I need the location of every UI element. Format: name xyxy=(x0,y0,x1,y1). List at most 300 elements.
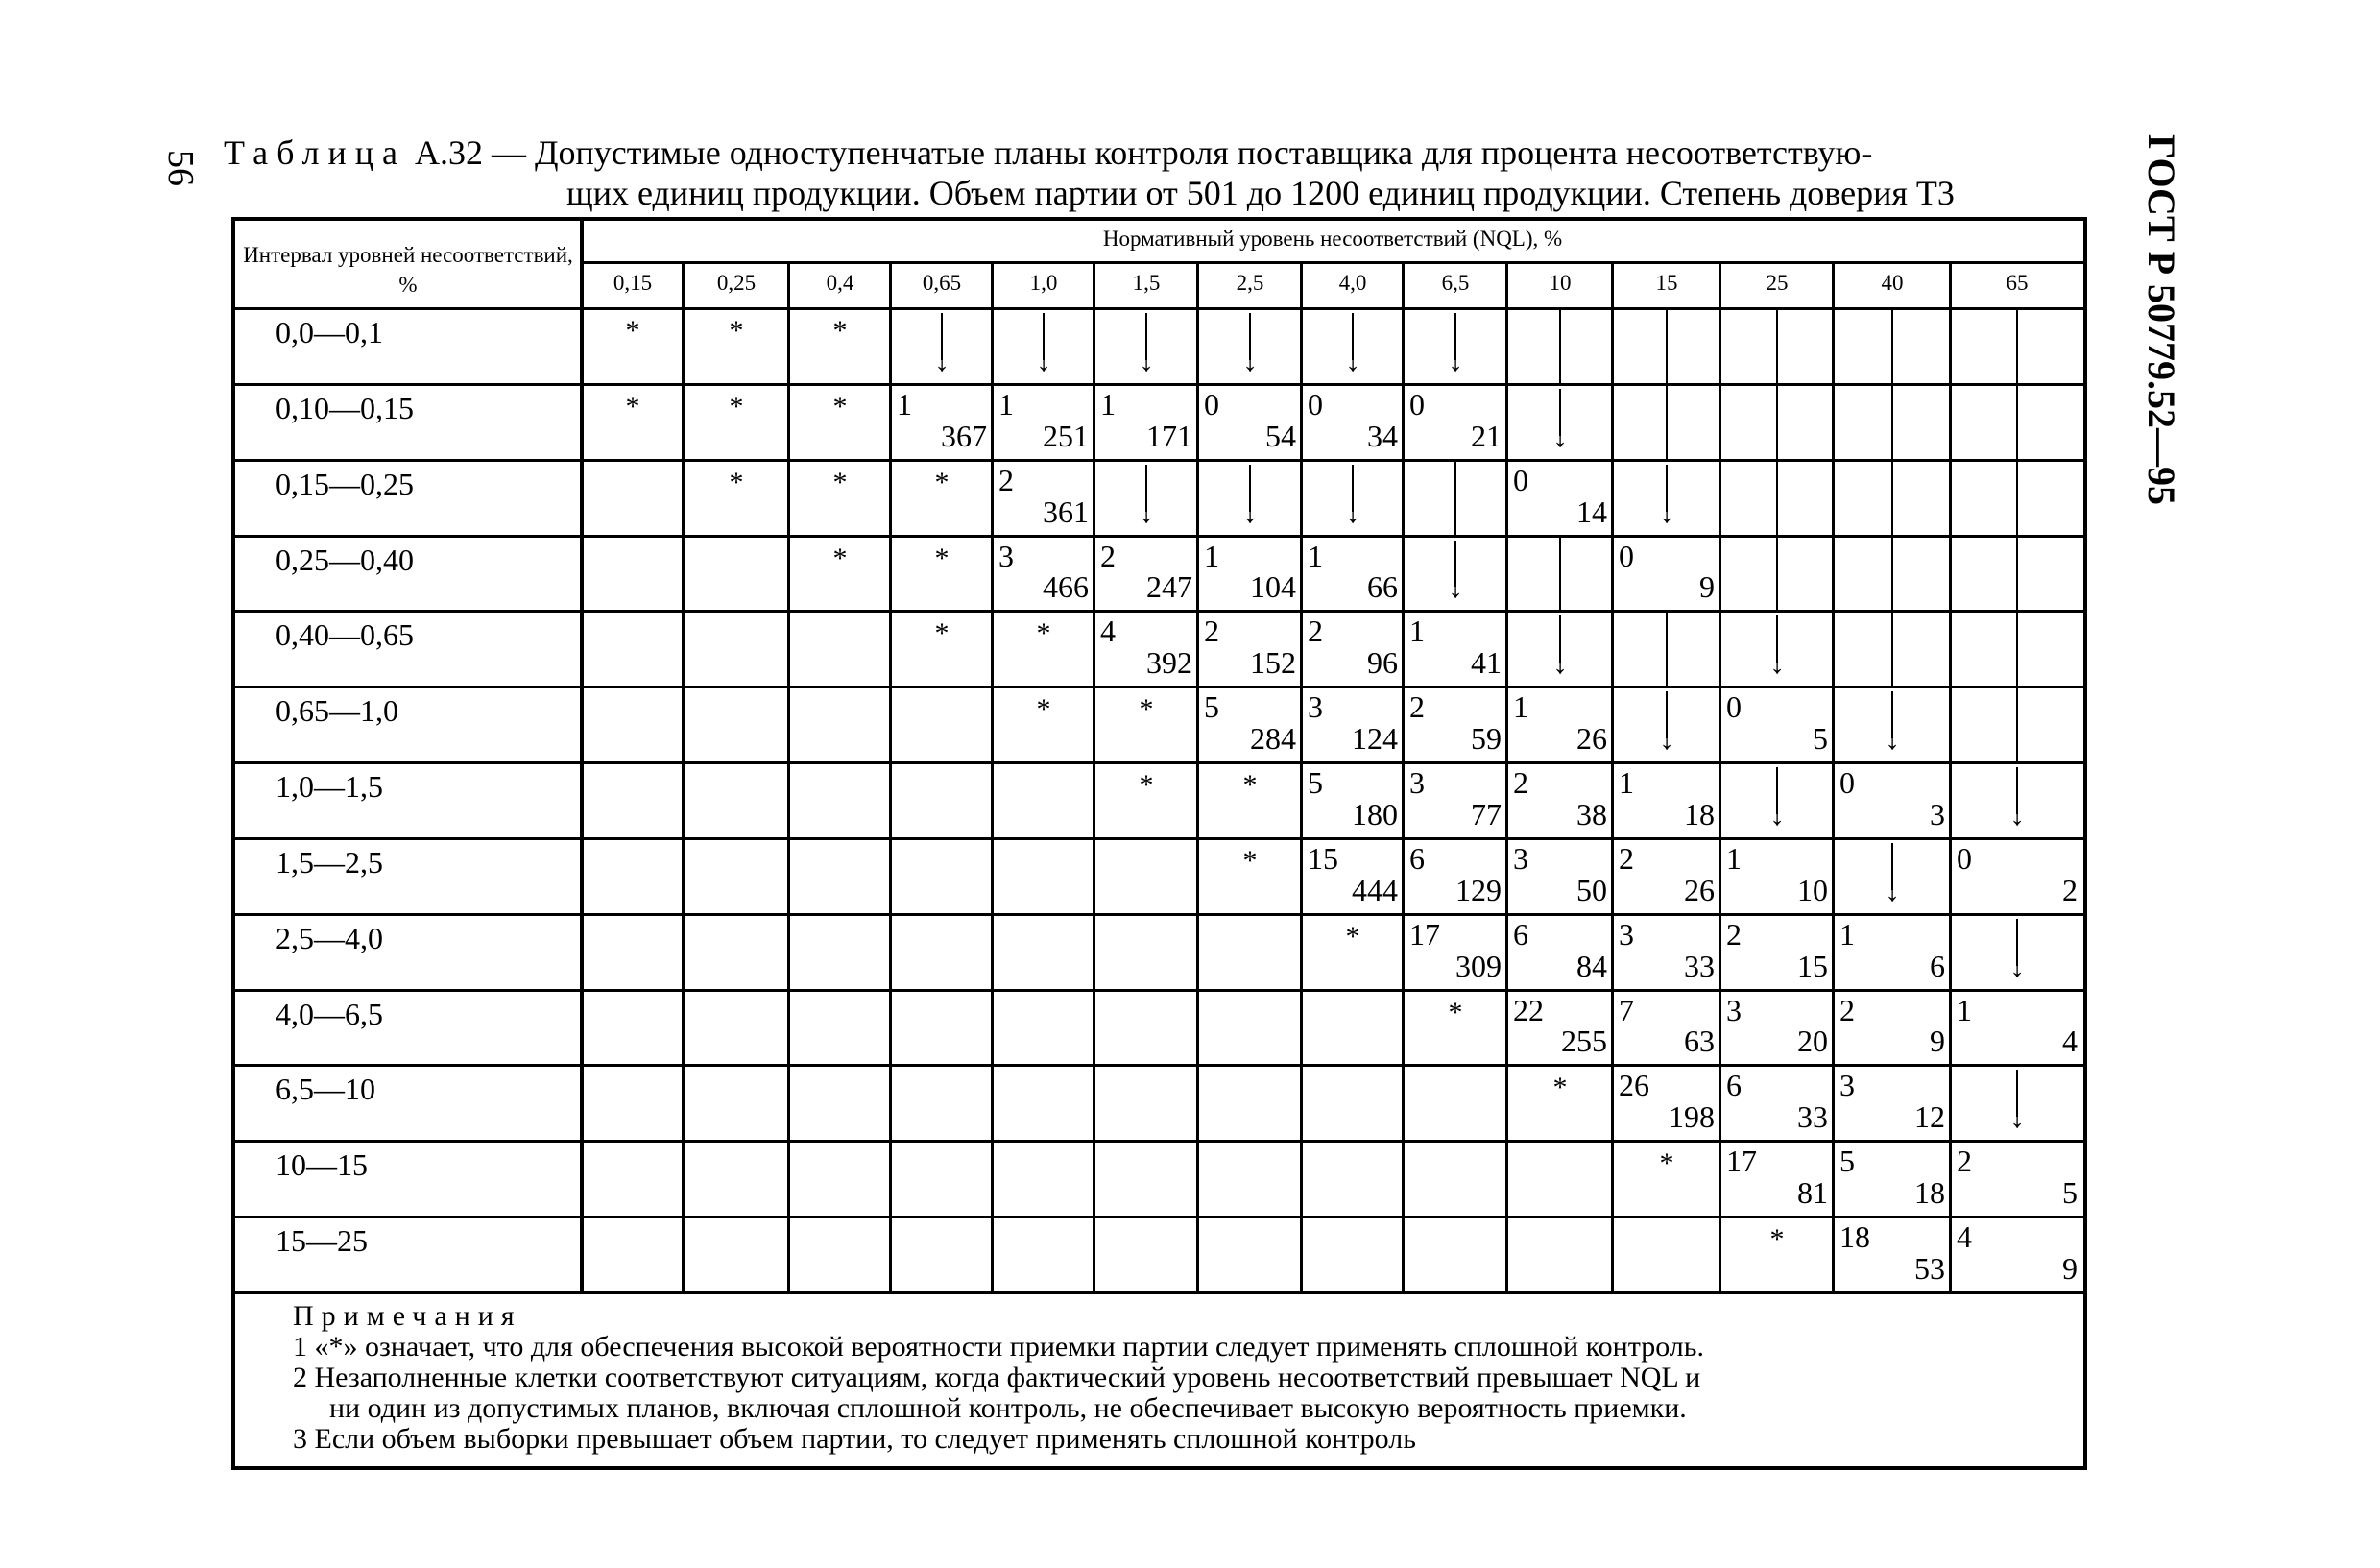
row-label: 0,40—0,65 xyxy=(276,617,414,653)
full-inspection-mark: * xyxy=(1139,693,1154,726)
table-cell xyxy=(1507,535,1613,611)
sample-size: 104 xyxy=(1250,569,1296,605)
table-cell xyxy=(891,989,993,1065)
down-arrow-icon: ↓ xyxy=(1443,313,1468,368)
table-cell xyxy=(1951,383,2083,459)
table-cell xyxy=(1507,837,1613,913)
nql-header: Нормативный уровень несоответствий (NQL), % xyxy=(1102,227,1563,251)
table-cell xyxy=(1198,535,1302,611)
column-header: 40 xyxy=(1881,271,1904,295)
table-cell xyxy=(1198,989,1302,1065)
row-label: 0,10—0,15 xyxy=(276,390,414,425)
down-arrow-icon: ↓ xyxy=(1880,843,1905,898)
table-cell xyxy=(1613,686,1720,761)
continuation-line xyxy=(2016,383,2018,459)
table-cell xyxy=(684,989,789,1065)
table-cell xyxy=(1302,761,1404,837)
continuation-line xyxy=(1891,610,1893,686)
full-inspection-mark: * xyxy=(1242,769,1258,802)
continuation-line xyxy=(1891,535,1893,611)
table-cell xyxy=(684,1140,789,1216)
full-inspection-mark: * xyxy=(729,315,744,347)
down-arrow-icon: ↓ xyxy=(1340,313,1365,368)
sample-size: 9 xyxy=(2062,1250,2078,1286)
down-arrow-icon: ↓ xyxy=(1548,615,1573,670)
table-cell xyxy=(1302,1064,1404,1140)
table-cell xyxy=(1094,383,1198,459)
table-cell xyxy=(1951,610,2083,686)
table-cell xyxy=(1951,1216,2083,1291)
table-cell xyxy=(1834,913,1951,989)
sample-size: 129 xyxy=(1455,872,1502,907)
caption-label: Таблица xyxy=(224,133,406,172)
table-cell xyxy=(582,459,684,535)
sample-size: 392 xyxy=(1146,645,1192,681)
down-arrow-icon: ↓ xyxy=(1443,541,1468,595)
down-arrow-icon: ↓ xyxy=(1765,767,1790,822)
acceptance-number: 2 xyxy=(1513,765,1528,801)
row-label: 0,25—0,40 xyxy=(276,542,414,577)
row-label: 1,0—1,5 xyxy=(276,769,383,805)
down-arrow-icon: ↓ xyxy=(1134,465,1159,519)
continuation-line xyxy=(1559,307,1561,383)
column-header: 0,15 xyxy=(613,271,653,295)
down-arrow-icon: ↓ xyxy=(929,313,954,368)
sample-size: 18 xyxy=(1684,796,1715,832)
column-header: 0,4 xyxy=(826,271,854,295)
continuation-line xyxy=(1776,535,1778,611)
table-cell xyxy=(789,1064,891,1140)
sample-size: 33 xyxy=(1684,948,1715,983)
acceptance-number: 4 xyxy=(1100,614,1116,649)
acceptance-number: 1 xyxy=(1513,689,1528,725)
full-inspection-mark: * xyxy=(1552,1072,1568,1104)
note-2-line-1: 2 Незаполненные клетки соответствуют ситуациям, когда фактический уровень несоответствий превышает NQL и xyxy=(293,1362,1701,1393)
sample-size: 77 xyxy=(1471,796,1502,832)
acceptance-number: 2 xyxy=(1726,916,1742,952)
acceptance-number: 22 xyxy=(1513,992,1544,1027)
table-cell xyxy=(1198,837,1302,913)
table-cell xyxy=(684,1216,789,1291)
table-cell xyxy=(582,686,684,761)
table-cell xyxy=(1834,383,1951,459)
acceptance-number: 15 xyxy=(1308,840,1338,876)
sample-size: 198 xyxy=(1669,1099,1715,1135)
table-cell xyxy=(1094,535,1198,611)
table-cell xyxy=(993,761,1094,837)
table-cell xyxy=(582,1064,684,1140)
table-cell xyxy=(1302,610,1404,686)
acceptance-number: 1 xyxy=(998,386,1014,422)
sample-size: 444 xyxy=(1352,872,1398,907)
continuation-line xyxy=(1776,459,1778,535)
acceptance-number: 2 xyxy=(1308,614,1323,649)
table-cell xyxy=(1613,610,1720,686)
table-cell xyxy=(1094,837,1198,913)
column-header: 0,65 xyxy=(922,271,962,295)
table-cell xyxy=(1198,761,1302,837)
table-cell xyxy=(1720,761,1834,837)
full-inspection-mark: * xyxy=(1448,996,1463,1028)
full-inspection-mark: * xyxy=(1242,844,1258,877)
acceptance-number: 6 xyxy=(1409,840,1425,876)
acceptance-number: 3 xyxy=(1513,840,1528,876)
continuation-line xyxy=(1776,383,1778,459)
acceptance-number: 1 xyxy=(1726,840,1742,876)
sample-size: 26 xyxy=(1576,721,1607,757)
down-arrow-icon: ↓ xyxy=(1134,313,1159,368)
table-cell xyxy=(684,1064,789,1140)
table-cell xyxy=(684,761,789,837)
sample-size: 12 xyxy=(1914,1099,1945,1135)
column-header: 0,25 xyxy=(716,271,757,295)
table-cell xyxy=(1198,686,1302,761)
note-3: 3 Если объем выборки превышает объем партии, то следует применять сплошной контроль xyxy=(293,1423,1416,1455)
table-cell xyxy=(1507,307,1613,383)
note-1: 1 «*» означает, что для обеспечения высокой вероятности приемки партии следует применять сплошной контроль. xyxy=(293,1331,1704,1363)
sample-size: 2 xyxy=(2062,872,2078,907)
acceptance-number: 2 xyxy=(1957,1144,1972,1179)
table-cell xyxy=(1720,307,1834,383)
column-header: 25 xyxy=(1766,271,1789,295)
table-cell xyxy=(1198,383,1302,459)
sample-size: 5 xyxy=(1813,721,1828,757)
table-cell xyxy=(1404,1064,1507,1140)
sample-size: 33 xyxy=(1797,1099,1828,1135)
table-cell xyxy=(1720,383,1834,459)
table-cell xyxy=(1094,610,1198,686)
column-header: 1,0 xyxy=(1029,271,1058,295)
sample-size: 466 xyxy=(1043,569,1089,605)
table-cell xyxy=(1302,383,1404,459)
table-cell xyxy=(1094,459,1198,535)
column-header: 2,5 xyxy=(1236,271,1264,295)
full-inspection-mark: * xyxy=(934,617,950,650)
full-inspection-mark: * xyxy=(625,315,640,347)
table-cell xyxy=(1720,1216,1834,1291)
acceptance-number: 7 xyxy=(1619,992,1634,1027)
acceptance-number: 3 xyxy=(1308,689,1323,725)
caption-number: А.32 — xyxy=(414,133,526,172)
table-cell xyxy=(1951,686,2083,761)
full-inspection-mark: * xyxy=(832,466,848,498)
table-cell xyxy=(993,1140,1094,1216)
continuation-line xyxy=(2016,686,2018,761)
gost-code: ГОСТ Р 50779.52—95 xyxy=(2140,134,2183,506)
table-cell xyxy=(1302,989,1404,1065)
full-inspection-mark: * xyxy=(934,542,950,574)
acceptance-number: 2 xyxy=(1204,614,1219,649)
table-cell xyxy=(789,761,891,837)
table-cell xyxy=(891,913,993,989)
table-cell xyxy=(1720,1064,1834,1140)
table-cell xyxy=(891,459,993,535)
down-arrow-icon: ↓ xyxy=(1238,313,1262,368)
table-cell xyxy=(684,913,789,989)
table-cell xyxy=(582,913,684,989)
table-cell xyxy=(1951,1064,2083,1140)
down-arrow-icon: ↓ xyxy=(2005,919,2030,974)
sample-size: 41 xyxy=(1471,645,1502,681)
sample-size: 5 xyxy=(2062,1175,2078,1211)
table-cell xyxy=(891,610,993,686)
table-cell xyxy=(993,913,1094,989)
table-cell xyxy=(1507,1216,1613,1291)
table-cell xyxy=(1302,459,1404,535)
full-inspection-mark: * xyxy=(934,466,950,498)
continuation-line xyxy=(1666,383,1668,459)
table-cell xyxy=(1507,1140,1613,1216)
table-cell xyxy=(789,307,891,383)
table-cell xyxy=(1094,686,1198,761)
table-cell xyxy=(1720,837,1834,913)
down-arrow-icon: ↓ xyxy=(2005,767,2030,822)
table-cell xyxy=(1720,989,1834,1065)
table-cell xyxy=(789,383,891,459)
acceptance-number: 0 xyxy=(1204,386,1219,422)
column-header: 1,5 xyxy=(1132,271,1161,295)
sample-size: 20 xyxy=(1797,1024,1828,1059)
continuation-line xyxy=(2016,459,2018,535)
table-cell xyxy=(1198,913,1302,989)
table-cell xyxy=(1404,1216,1507,1291)
acceptance-number: 2 xyxy=(1619,840,1634,876)
table-cell xyxy=(1404,307,1507,383)
table-cell xyxy=(684,307,789,383)
sample-size: 367 xyxy=(941,418,987,453)
continuation-line xyxy=(2016,610,2018,686)
table-cell xyxy=(789,1216,891,1291)
acceptance-number: 1 xyxy=(1204,538,1219,573)
acceptance-number: 1 xyxy=(1957,992,1972,1027)
table-cell xyxy=(1613,761,1720,837)
down-arrow-icon: ↓ xyxy=(1654,691,1679,746)
table-cell xyxy=(1834,1140,1951,1216)
down-arrow-icon: ↓ xyxy=(1765,615,1790,670)
page-number: 56 xyxy=(160,150,201,186)
acceptance-number: 2 xyxy=(1100,538,1116,573)
table-cell xyxy=(789,837,891,913)
continuation-line xyxy=(1666,610,1668,686)
table-cell xyxy=(891,837,993,913)
acceptance-number: 6 xyxy=(1513,916,1528,952)
table-cell xyxy=(1951,535,2083,611)
table-cell xyxy=(1951,761,2083,837)
acceptance-number: 0 xyxy=(1957,840,1972,876)
table-cell xyxy=(993,686,1094,761)
acceptance-number: 1 xyxy=(1100,386,1116,422)
table-cell xyxy=(1951,837,2083,913)
acceptance-number: 5 xyxy=(1839,1144,1855,1179)
table-cell xyxy=(1302,1216,1404,1291)
sample-size: 34 xyxy=(1367,418,1398,453)
table-cell xyxy=(1302,837,1404,913)
acceptance-number: 0 xyxy=(1308,386,1323,422)
table-cell xyxy=(1094,307,1198,383)
table-cell xyxy=(1404,913,1507,989)
table-cell xyxy=(1834,535,1951,611)
sample-size: 18 xyxy=(1914,1175,1945,1211)
sample-size: 84 xyxy=(1576,948,1607,983)
acceptance-number: 1 xyxy=(1619,765,1634,801)
table-cell xyxy=(993,989,1094,1065)
continuation-line xyxy=(1891,459,1893,535)
table-cell xyxy=(993,307,1094,383)
table-cell xyxy=(1834,686,1951,761)
acceptance-number: 1 xyxy=(1839,916,1855,952)
table-cell xyxy=(891,307,993,383)
table-cell xyxy=(1507,989,1613,1065)
table-cell xyxy=(891,383,993,459)
table-cell xyxy=(1507,686,1613,761)
sample-size: 152 xyxy=(1250,645,1296,681)
table-cell xyxy=(1613,307,1720,383)
acceptance-number: 3 xyxy=(1409,765,1425,801)
table-cell xyxy=(993,1216,1094,1291)
table-cell xyxy=(1951,1140,2083,1216)
table-cell xyxy=(1404,1140,1507,1216)
full-inspection-mark: * xyxy=(832,315,848,347)
table-cell xyxy=(1404,535,1507,611)
notes-title: Примечания xyxy=(293,1300,522,1332)
sample-size: 3 xyxy=(1930,796,1945,832)
table-cell xyxy=(1834,307,1951,383)
table-cell xyxy=(1951,459,2083,535)
table-cell xyxy=(891,1140,993,1216)
table-cell xyxy=(582,761,684,837)
continuation-line xyxy=(1559,535,1561,611)
full-inspection-mark: * xyxy=(729,466,744,498)
table-cell xyxy=(1834,761,1951,837)
table-cell xyxy=(1198,610,1302,686)
table-cell xyxy=(1198,1216,1302,1291)
table-cell xyxy=(1834,1064,1951,1140)
down-arrow-icon: ↓ xyxy=(1654,465,1679,519)
column-header: 10 xyxy=(1549,271,1572,295)
acceptance-number: 0 xyxy=(1513,462,1528,497)
sample-size: 4 xyxy=(2062,1024,2078,1059)
table-cell xyxy=(1507,1064,1613,1140)
table-cell xyxy=(1404,686,1507,761)
table-cell xyxy=(1720,913,1834,989)
sample-size: 251 xyxy=(1043,418,1089,453)
caption-text-1: Допустимые одноступенчатые планы контроля поставщика для процента несоответствую- xyxy=(534,133,1873,172)
table-cell xyxy=(993,459,1094,535)
continuation-line xyxy=(1666,307,1668,383)
sample-size: 59 xyxy=(1471,721,1502,757)
note-2-line-2: ни один из допустимых планов, включая сплошной контроль, не обеспечивает высокую вероятность приемки. xyxy=(329,1392,1687,1424)
table-cell xyxy=(1613,989,1720,1065)
table-cell xyxy=(1507,383,1613,459)
acceptance-number: 0 xyxy=(1619,538,1634,573)
table-cell xyxy=(1720,610,1834,686)
full-inspection-mark: * xyxy=(1036,617,1051,650)
acceptance-number: 3 xyxy=(1839,1068,1855,1103)
table-cell xyxy=(1613,837,1720,913)
down-arrow-icon: ↓ xyxy=(1880,691,1905,746)
column-header: 6,5 xyxy=(1441,271,1470,295)
table-cell xyxy=(789,610,891,686)
table-cell xyxy=(1613,1064,1720,1140)
table-cell xyxy=(1720,535,1834,611)
table-cell xyxy=(891,1216,993,1291)
column-header: 15 xyxy=(1655,271,1678,295)
acceptance-number: 17 xyxy=(1726,1144,1757,1179)
table-cell xyxy=(1198,307,1302,383)
table-cell xyxy=(993,837,1094,913)
table-cell xyxy=(789,989,891,1065)
full-inspection-mark: * xyxy=(832,390,848,422)
table-cell xyxy=(1404,459,1507,535)
acceptance-number: 3 xyxy=(998,538,1014,573)
down-arrow-icon: ↓ xyxy=(1548,389,1573,444)
sample-size: 180 xyxy=(1352,796,1398,832)
row-label: 4,0—6,5 xyxy=(276,996,383,1031)
table-cell xyxy=(1507,610,1613,686)
full-inspection-mark: * xyxy=(1345,920,1360,953)
table-cell xyxy=(1834,989,1951,1065)
table-cell xyxy=(993,535,1094,611)
sample-size: 38 xyxy=(1576,796,1607,832)
acceptance-number: 2 xyxy=(1839,992,1855,1027)
table-cell xyxy=(1507,459,1613,535)
table-cell xyxy=(891,1064,993,1140)
table-cell xyxy=(582,535,684,611)
row-label: 0,65—1,0 xyxy=(276,693,398,729)
table-cell xyxy=(684,383,789,459)
table-cell xyxy=(1834,610,1951,686)
table-cell xyxy=(993,383,1094,459)
table-cell xyxy=(1404,989,1507,1065)
table-cell xyxy=(1302,1140,1404,1216)
table-cell xyxy=(993,1064,1094,1140)
table-cell xyxy=(1094,989,1198,1065)
sample-size: 15 xyxy=(1797,948,1828,983)
table-cell xyxy=(1094,1064,1198,1140)
table-cell xyxy=(1720,459,1834,535)
table-cell xyxy=(1302,535,1404,611)
sample-size: 309 xyxy=(1455,948,1502,983)
interval-header: Интервал уровней несоответствий, % xyxy=(243,243,573,298)
sample-size: 9 xyxy=(1699,569,1715,605)
table-cell xyxy=(1507,913,1613,989)
table-cell xyxy=(789,913,891,989)
table-cell xyxy=(684,535,789,611)
table-cell xyxy=(1613,535,1720,611)
acceptance-number: 0 xyxy=(1409,386,1425,422)
acceptance-number: 2 xyxy=(998,462,1014,497)
acceptance-number: 26 xyxy=(1619,1068,1649,1103)
down-arrow-icon: ↓ xyxy=(2005,1070,2030,1124)
sample-size: 255 xyxy=(1561,1024,1607,1059)
row-divider xyxy=(233,1291,2085,1294)
full-inspection-mark: * xyxy=(1769,1223,1785,1256)
sample-size: 53 xyxy=(1914,1250,1945,1286)
full-inspection-mark: * xyxy=(1659,1147,1674,1180)
sample-size: 63 xyxy=(1684,1024,1715,1059)
table-cell xyxy=(1834,459,1951,535)
table-cell xyxy=(582,383,684,459)
table-cell xyxy=(582,610,684,686)
sample-size: 10 xyxy=(1797,872,1828,907)
acceptance-number: 1 xyxy=(1409,614,1425,649)
table-caption-line-1 xyxy=(224,133,1872,173)
table-cell xyxy=(1094,1140,1198,1216)
table-cell xyxy=(1302,686,1404,761)
table-cell xyxy=(1834,837,1951,913)
table-cell xyxy=(1720,1140,1834,1216)
table-cell xyxy=(993,610,1094,686)
